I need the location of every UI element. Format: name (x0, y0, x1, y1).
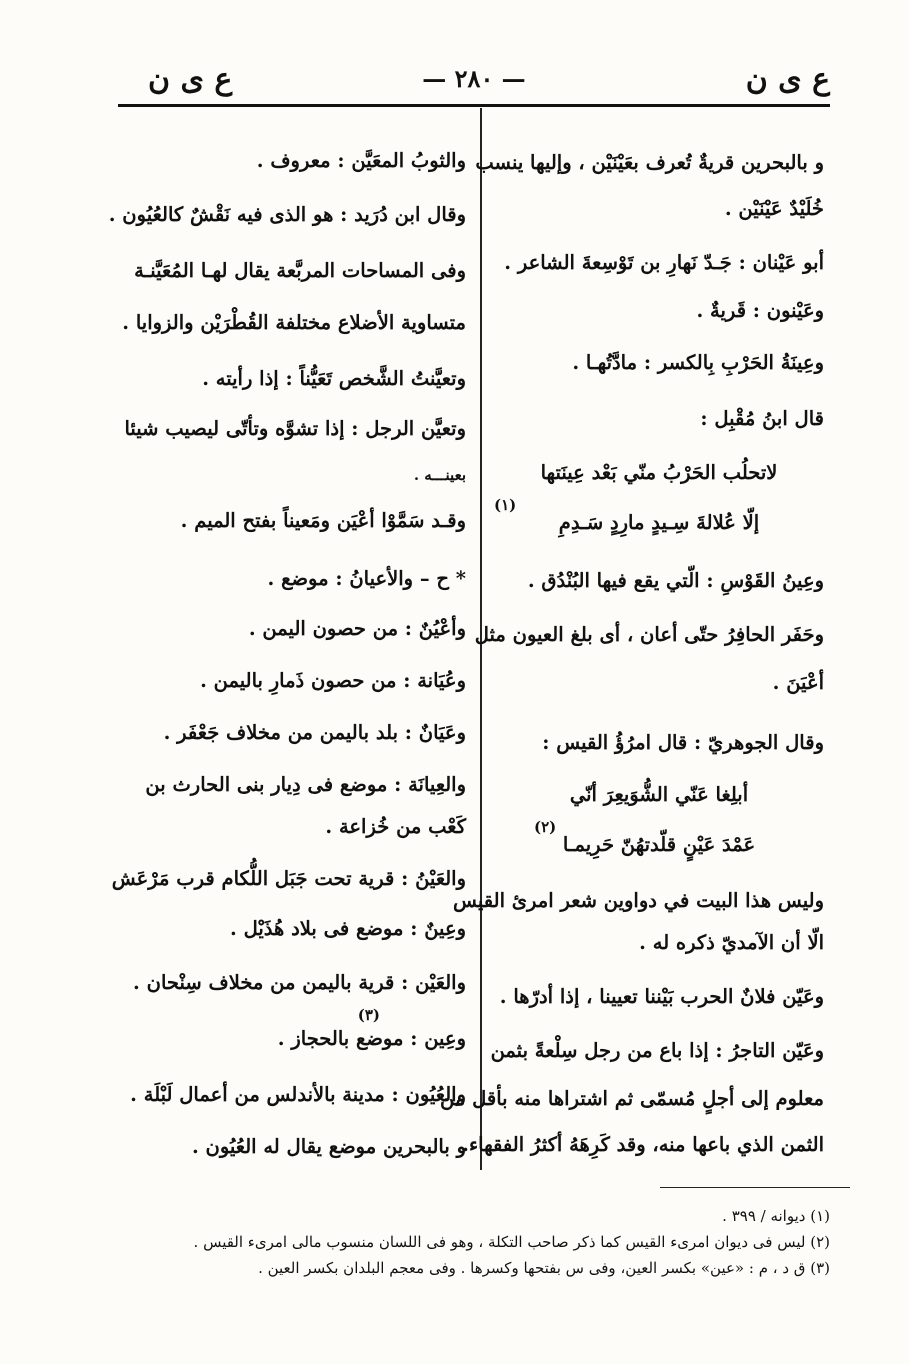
text-line: وقال ابن دُرَيد : هو الذى فيه نَقْشٌ كالعُيُون . (108, 203, 466, 226)
text-line: وقـد سَمَّوْا أعْيَن ومَعيناً بفتح الميم . (180, 509, 466, 532)
footnote: (١) ديوانه / ٣٩٩ . (722, 1207, 830, 1225)
page-header (118, 58, 830, 102)
text-line: وعُيَانة : من حصون ذَمارِ باليمن . (200, 669, 466, 692)
text-line: والثوبُ المعَيَّن : معروف . (256, 149, 466, 172)
text-line: وعِين : موضع بالحجاز . (277, 1027, 466, 1050)
text-line: وفى المساحات المربَّعة يقال لهـا المُعَيَّنـة (134, 259, 466, 282)
text-line: وأعْيُنٌ : من حصون اليمن . (248, 617, 466, 640)
header-root-right: ع ى ن (745, 62, 830, 97)
text-line: والعِيانَة : موضع فى دِيار بنى الحارث بن (145, 773, 466, 796)
text-line: أعْيَنَ . (772, 671, 824, 694)
text-line: وتعيَّن الرجل : إذا تشوَّه وتأتّى ليصيب شيئا (124, 417, 466, 440)
text-line: وليس هذا البيت في دواوين شعر امرئ القيس (453, 889, 824, 912)
text-line: وعَيْنون : قَريةٌ . (696, 299, 824, 322)
text-line: و بالبحرين قريةٌ تُعرف بعَيْنَيْن ، وإليها ينسب (475, 151, 824, 174)
text-line: متساوية الأضلاع مختلفة القُطْرَيْن والزوايا . (122, 311, 466, 334)
text-line: وعِينٌ : موضع فى بلاد هُذَيْل . (230, 917, 466, 940)
footnote-marker: (٣) (357, 1006, 380, 1024)
footnote: (٢) ليس فى ديوان امرىء القيس كما ذكر صاحب التكلة ، وهو فى اللسان منسوب مالى امرىء القيس . (193, 1233, 830, 1251)
text-line: وعَيّن فلانٌ الحرب بَيْننا تعيينا ، إذا أدرّها . (499, 985, 824, 1008)
header-rule (118, 104, 830, 107)
footnote: (٣) ق د ، م : «عين» بكسر العين، وفى س بفتحها وكسرها . وفى معجم البلدان بكسر العين . (258, 1259, 830, 1277)
footnote-marker: (١) (494, 496, 517, 514)
text-line: و بالبحرين موضع يقال له العُيُون . (191, 1135, 466, 1158)
footnote-marker: (٢) (534, 818, 557, 836)
text-line: * ح – والأعيانُ : موضع . (267, 567, 466, 590)
text-line: كَعْب من خُزاعة . (325, 815, 466, 838)
text-line: الثمن الذي باعها منه، وقد كَرِهَهُ أكثرُ الفقهاء. (462, 1133, 824, 1156)
verse-line: لاتحلُب الحَرْبُ منّي بَعْد عِينَتها (540, 461, 778, 484)
text-line: وتعيَّنتُ الشَّخص تَعَيُّناً : إذا رأيته . (202, 367, 466, 390)
text-line: خُلَيْدٌ عَيْنَيْن . (724, 197, 824, 220)
text-line: وقال الجوهريّ : قال امرُؤُ القيس : (542, 731, 824, 754)
text-line: والعَيْن : قرية باليمن من مخلاف سِنْحان . (133, 971, 466, 994)
right-column (440, 108, 824, 1168)
text-line: وعَيّن التاجرُ : إذا باع من رجل سِلْعةً بثمن (490, 1039, 824, 1062)
text-line: وعِينُ القَوْسِ : الّتي يقع فيها البُنْدُق . (527, 569, 824, 592)
text-line: والعَيْنُ : قرية تحت جَبَل اللُّكام قرب مَرْعَش (111, 867, 466, 890)
text-line: معلوم إلى أجلٍ مُسمّى ثم اشتراها منه بأقل من (440, 1087, 824, 1110)
text-line: وعَيَانٌ : بلد باليمن من مخلاف جَعْفَر . (163, 721, 466, 744)
text-line: بعينـــه . (413, 466, 466, 484)
text-line: قال ابنُ مُقْبِل : (700, 407, 824, 430)
left-column (108, 108, 466, 1168)
text-line: والعُيُون : مدينة بالأندلس من أعمال لَبْلَة . (130, 1083, 466, 1106)
page-number: — ٢٨٠ — (422, 64, 526, 93)
verse-line: عَمْدَ عَيْنٍ قلّدتهُنّ حَرِيمـا (562, 833, 756, 856)
verse-line: إلّا عُلالةَ سِـيدٍ مارِدٍ سَـدِمِ (558, 511, 760, 534)
text-line: وعِينَةُ الحَرْبِ بِالكسر : مادَّتُهـا . (572, 351, 824, 374)
text-line: الّا أن الآمديّ ذكره له . (639, 931, 824, 954)
text-line: وحَفَر الحافِرُ حتّى أعان ، أى بلغ العيون مثل (474, 623, 824, 646)
verse-line: أبلِغا عَنّي الشُّوَيعِرَ أنّي (569, 783, 749, 806)
text-line: أبو عَيْنان : جَـدّ نَهارِ بن تَوْسِعةَ الشاعر . (504, 251, 824, 274)
footnote-rule (660, 1187, 850, 1188)
header-root-left: ع ى ن (148, 62, 233, 97)
